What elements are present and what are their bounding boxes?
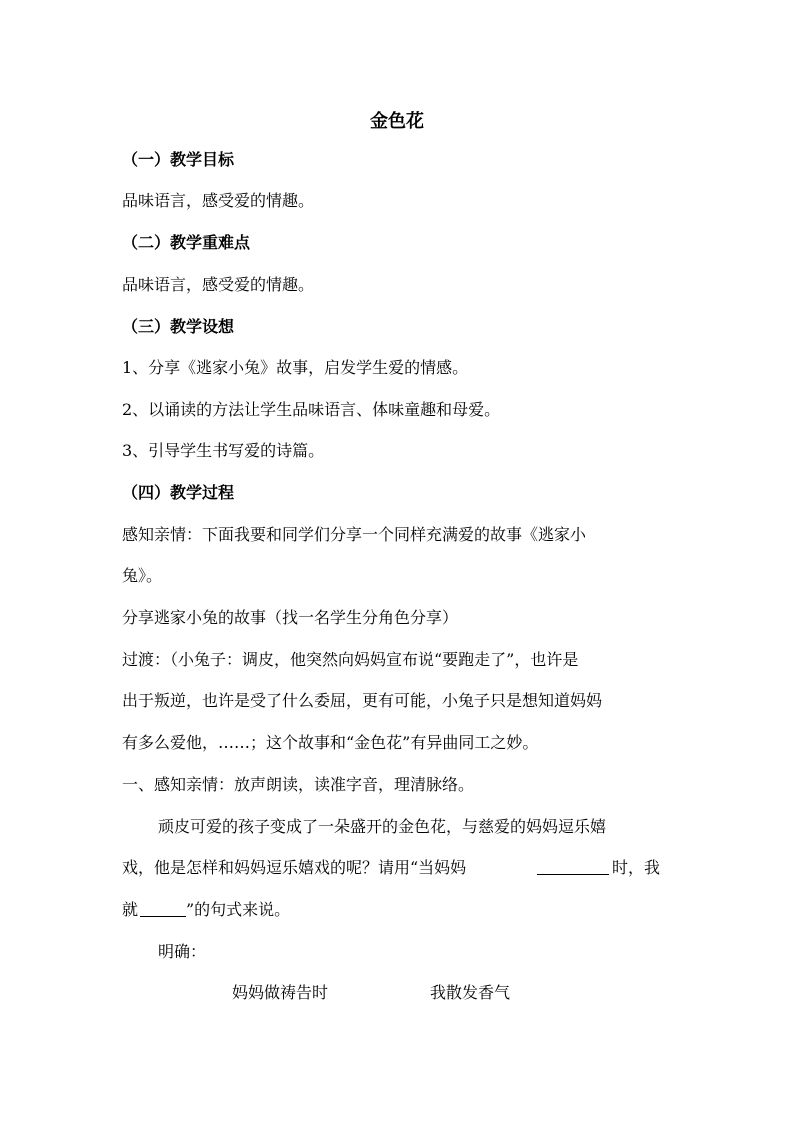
process-paragraph-5-line-3-start: 就: [122, 900, 139, 919]
process-paragraph-5-line-2-start: 戏，他是怎样和妈妈逗乐嬉戏的呢？请用“当妈妈: [122, 858, 467, 877]
section-text-key-points: 品味语言，感受爱的情趣。: [122, 275, 315, 294]
fill-in-blank-1: [537, 860, 609, 875]
process-paragraph-1-line-2: 兔》。: [122, 566, 163, 585]
design-item-3: 3、引导学生书写爱的诗篇。: [122, 441, 325, 460]
process-paragraph-5-line-3-end: ”的句式来说。: [186, 900, 291, 919]
process-paragraph-5-line-2-end: 时，我: [612, 858, 661, 877]
document-title: 金色花: [370, 111, 424, 132]
process-paragraph-4: 一、感知亲情：放声朗读，读准字音，理清脉络。: [122, 775, 475, 794]
clarify-label: 明确：: [158, 942, 207, 961]
process-paragraph-1-line-1: 感知亲情：下面我要和同学们分享一个同样充满爱的故事《逃家小: [122, 525, 587, 544]
section-heading-goals: （一）教学目标: [122, 150, 235, 169]
fill-in-blank-2: [140, 902, 186, 917]
process-paragraph-3-line-2: 出于叛逆，也许是受了什么委屈，更有可能，小兔子只是想知道妈妈: [122, 691, 603, 710]
section-heading-process: （四）教学过程: [122, 483, 235, 502]
design-item-2: 2、以诵读的方法让学生品味语言、体味童趣和母爱。: [122, 400, 501, 419]
design-item-1: 1、分享《逃家小兔》故事，启发学生爱的情感。: [122, 358, 469, 377]
process-paragraph-3-line-1: 过渡：（小兔子：调皮，他突然向妈妈宣布说“要跑走了”，也许是: [122, 650, 579, 669]
process-paragraph-2: 分享逃家小兔的故事（找一名学生分角色分享）: [122, 608, 459, 627]
answer-right: 我散发香气: [430, 983, 511, 1002]
process-paragraph-5-line-1: 顽皮可爱的孩子变成了一朵盛开的金色花，与慈爱的妈妈逗乐嬉: [158, 817, 607, 836]
process-paragraph-3-line-3: 有多么爱他，……；这个故事和“金色花”有异曲同工之妙。: [122, 733, 539, 752]
section-heading-key-points: （二）教学重难点: [122, 233, 251, 252]
section-heading-design: （三）教学设想: [122, 317, 235, 336]
answer-left: 妈妈做祷告时: [232, 983, 329, 1002]
section-text-goals: 品味语言，感受爱的情趣。: [122, 191, 315, 210]
